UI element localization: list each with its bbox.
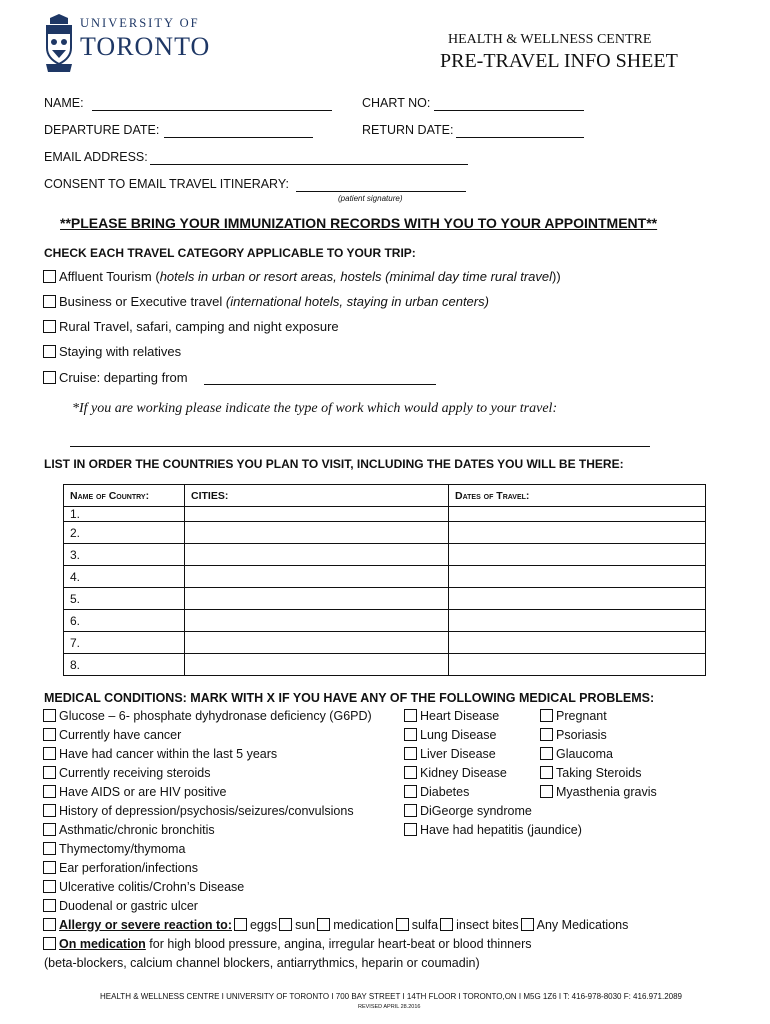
- allergy-option-checkbox[interactable]: [279, 918, 292, 931]
- allergy-option-checkbox[interactable]: [440, 918, 453, 931]
- work-type-field[interactable]: [70, 446, 650, 447]
- allergy-options: [232, 918, 628, 932]
- cities-cell[interactable]: [185, 610, 449, 632]
- category-business: Business or Executive travel (international hotels, staying in urban centers): [43, 294, 489, 309]
- condition-checkbox[interactable]: [404, 766, 417, 779]
- allergy-option-checkbox[interactable]: [396, 918, 409, 931]
- condition-checkbox[interactable]: [404, 709, 417, 722]
- dates-column-header: Dates of Travel:: [449, 485, 706, 507]
- allergy-option-checkbox[interactable]: [317, 918, 330, 931]
- medical-condition-item: [43, 861, 198, 875]
- checkbox-relatives[interactable]: [43, 345, 56, 358]
- table-row: [64, 588, 706, 610]
- name-field[interactable]: [92, 110, 332, 111]
- signature-note: (patient signature): [338, 194, 403, 203]
- condition-label: Ear perforation/infections: [59, 861, 198, 875]
- condition-label: Lung Disease: [420, 728, 497, 742]
- table-row: [64, 632, 706, 654]
- condition-checkbox[interactable]: [540, 747, 553, 760]
- cities-cell[interactable]: [185, 654, 449, 676]
- condition-checkbox[interactable]: [43, 823, 56, 836]
- category-affluent: Affluent Tourism (hotels in urban or resort areas, hostels (minimal day time rural travel)): [43, 269, 561, 284]
- country-cell[interactable]: 4.: [64, 566, 185, 588]
- allergy-option-label: sun: [295, 918, 316, 932]
- table-row: [64, 522, 706, 544]
- country-cell[interactable]: 5.: [64, 588, 185, 610]
- table-row: [64, 507, 706, 522]
- medical-condition-item: [43, 747, 277, 761]
- table-row: [64, 544, 706, 566]
- allergy-option-label: sulfa: [411, 918, 439, 932]
- medical-condition-item: [540, 728, 607, 742]
- country-cell[interactable]: 1.: [64, 507, 185, 522]
- logo-line1: UNIVERSITY OF: [80, 16, 200, 30]
- condition-label: Asthmatic/chronic bronchitis: [59, 823, 215, 837]
- medication-text: for high blood pressure, angina, irregular heart-beat or blood thinners: [145, 937, 532, 951]
- condition-label: Duodenal or gastric ulcer: [59, 899, 198, 913]
- countries-heading: LIST IN ORDER THE COUNTRIES YOU PLAN TO VISIT, INCLUDING THE DATES YOU WILL BE THERE:: [44, 457, 624, 471]
- dates-cell[interactable]: [449, 507, 706, 522]
- logo-line2: TORONTO: [80, 32, 211, 61]
- condition-checkbox[interactable]: [404, 728, 417, 741]
- checkbox-affluent[interactable]: [43, 270, 56, 283]
- centre-name: HEALTH & WELLNESS CENTRE: [448, 32, 652, 47]
- condition-label: DiGeorge syndrome: [420, 804, 532, 818]
- medical-condition-item: [43, 899, 198, 913]
- category-cruise: Cruise: departing from: [43, 370, 188, 385]
- category-relatives: Staying with relatives: [43, 344, 181, 359]
- checkbox-cruise[interactable]: [43, 371, 56, 384]
- consent-label: CONSENT TO EMAIL TRAVEL ITINERARY:: [44, 177, 289, 191]
- condition-checkbox[interactable]: [43, 728, 56, 741]
- condition-label: Liver Disease: [420, 747, 496, 761]
- cities-cell[interactable]: [185, 507, 449, 522]
- condition-checkbox[interactable]: [540, 785, 553, 798]
- dates-cell[interactable]: [449, 566, 706, 588]
- university-logo: [44, 14, 224, 76]
- medical-condition-item: [43, 823, 215, 837]
- medical-condition-item: [43, 842, 185, 856]
- country-cell[interactable]: 7.: [64, 632, 185, 654]
- medical-condition-item: [404, 728, 496, 742]
- medical-condition-item: [43, 880, 244, 894]
- condition-checkbox[interactable]: [43, 747, 56, 760]
- cruise-departure-field[interactable]: [204, 384, 436, 385]
- condition-label: Psoriasis: [556, 728, 607, 742]
- crest-icon: [44, 14, 74, 74]
- return-date-field[interactable]: [456, 137, 584, 138]
- departure-date-label: DEPARTURE DATE:: [44, 123, 160, 137]
- checkbox-rural[interactable]: [43, 320, 56, 333]
- checkbox-medication[interactable]: [43, 937, 56, 950]
- condition-checkbox[interactable]: [43, 842, 56, 855]
- return-date-label: RETURN DATE:: [362, 123, 454, 137]
- condition-label: Kidney Disease: [420, 766, 507, 780]
- condition-checkbox[interactable]: [43, 880, 56, 893]
- cities-cell[interactable]: [185, 632, 449, 654]
- condition-label: Currently have cancer: [59, 728, 182, 742]
- cities-cell[interactable]: [185, 588, 449, 610]
- medical-condition-item: [404, 766, 507, 780]
- immunization-notice: **PLEASE BRING YOUR IMMUNIZATION RECORDS WITH YOU TO YOUR APPOINTMENT**: [60, 215, 658, 231]
- cities-cell[interactable]: [185, 566, 449, 588]
- chart-no-label: CHART NO:: [362, 96, 431, 110]
- dates-cell[interactable]: [449, 544, 706, 566]
- medical-condition-item: [540, 766, 641, 780]
- condition-label: Have AIDS or are HIV positive: [59, 785, 227, 799]
- condition-label: Have had hepatitis (jaundice): [420, 823, 582, 837]
- medical-condition-item: [540, 747, 613, 761]
- condition-checkbox[interactable]: [43, 766, 56, 779]
- medical-condition-item: [404, 785, 469, 799]
- condition-checkbox[interactable]: [404, 785, 417, 798]
- table-row: [64, 610, 706, 632]
- medical-condition-item: [43, 766, 210, 780]
- country-column-header: Name of Country:: [64, 485, 185, 507]
- email-field[interactable]: [150, 164, 468, 165]
- allergy-option-label: insect bites: [456, 918, 519, 932]
- country-cell[interactable]: 3.: [64, 544, 185, 566]
- country-cell[interactable]: 2.: [64, 522, 185, 544]
- condition-label: Ulcerative colitis/Crohn’s Disease: [59, 880, 245, 894]
- condition-checkbox[interactable]: [540, 766, 553, 779]
- condition-checkbox[interactable]: [404, 823, 417, 836]
- condition-label: Currently receiving steroids: [59, 766, 211, 780]
- consent-signature-field[interactable]: [296, 191, 466, 192]
- condition-label: Diabetes: [420, 785, 470, 799]
- condition-checkbox[interactable]: [43, 899, 56, 912]
- table-header-row: [64, 485, 706, 507]
- checkbox-business[interactable]: [43, 295, 56, 308]
- travel-heading: CHECK EACH TRAVEL CATEGORY APPLICABLE TO YOUR TRIP:: [44, 246, 416, 260]
- category-rural: Rural Travel, safari, camping and night exposure: [43, 319, 339, 334]
- checkbox-allergy[interactable]: [43, 918, 56, 931]
- work-note: *If you are working please indicate the type of work which would apply to your travel:: [72, 401, 558, 416]
- email-label: EMAIL ADDRESS:: [44, 150, 148, 164]
- allergy-option-checkbox[interactable]: [234, 918, 247, 931]
- medical-condition-item: [404, 747, 496, 761]
- medical-heading: MEDICAL CONDITIONS: MARK WITH X IF YOU HAVE ANY OF THE FOLLOWING MEDICAL PROBLEMS:: [44, 691, 655, 705]
- country-cell[interactable]: 6.: [64, 610, 185, 632]
- condition-label: Have had cancer within the last 5 years: [59, 747, 278, 761]
- condition-checkbox[interactable]: [43, 861, 56, 874]
- medical-condition-item: [404, 804, 532, 818]
- condition-checkbox[interactable]: [43, 804, 56, 817]
- medical-condition-item: [404, 823, 582, 837]
- country-cell[interactable]: 8.: [64, 654, 185, 676]
- condition-label: Heart Disease: [420, 709, 500, 723]
- table-row: [64, 654, 706, 676]
- dates-cell[interactable]: [449, 522, 706, 544]
- chart-no-field[interactable]: [434, 110, 584, 111]
- medical-condition-item: [43, 785, 226, 799]
- allergy-option-label: medication: [333, 918, 394, 932]
- medical-condition-item: [43, 804, 354, 818]
- cities-cell[interactable]: [185, 522, 449, 544]
- condition-label: Glaucoma: [556, 747, 613, 761]
- condition-label: History of depression/psychosis/seizures/convulsions: [59, 804, 354, 818]
- dates-cell[interactable]: [449, 654, 706, 676]
- medical-condition-item: [540, 785, 657, 799]
- cities-cell[interactable]: [185, 544, 449, 566]
- medical-condition-item: [43, 728, 181, 742]
- condition-checkbox[interactable]: [540, 709, 553, 722]
- medical-condition-item: [43, 709, 372, 723]
- countries-table: [63, 484, 706, 676]
- page-title: PRE-TRAVEL INFO SHEET: [440, 50, 678, 72]
- name-label: NAME:: [44, 96, 84, 110]
- condition-label: Myasthenia gravis: [556, 785, 657, 799]
- condition-checkbox[interactable]: [43, 709, 56, 722]
- condition-label: Thymectomy/thymoma: [59, 842, 186, 856]
- departure-date-field[interactable]: [164, 137, 313, 138]
- footer-revised: REVISED APRIL 28.2016: [358, 1004, 421, 1010]
- condition-checkbox[interactable]: [43, 785, 56, 798]
- cities-column-header: CITIES:: [185, 485, 449, 507]
- footer-address: HEALTH & WELLNESS CENTRE I UNIVERSITY OF TORONTO I 700 BAY STREET I 14TH FLOOR I TORONTO,ON I M5G 1Z6 I T: 416-978-8030 F: 416.971.2089: [100, 992, 682, 1001]
- condition-label: Glucose – 6- phosphate dyhydronase deficiency (G6PD): [59, 709, 372, 723]
- condition-label: Pregnant: [556, 709, 607, 723]
- allergy-option-checkbox[interactable]: [521, 918, 534, 931]
- condition-checkbox[interactable]: [404, 747, 417, 760]
- medication-note: (beta-blockers, calcium channel blockers, antiarrythmics, heparin or coumadin): [44, 956, 480, 970]
- allergy-label: Allergy or severe reaction to:: [59, 918, 232, 932]
- medication-row: [43, 937, 531, 951]
- allergy-option-label: eggs: [249, 918, 278, 932]
- table-row: [64, 566, 706, 588]
- dates-cell[interactable]: [449, 610, 706, 632]
- dates-cell[interactable]: [449, 588, 706, 610]
- dates-cell[interactable]: [449, 632, 706, 654]
- allergy-option-label: Any Medications: [536, 918, 629, 932]
- medical-condition-item: [404, 709, 499, 723]
- medical-condition-item: [540, 709, 607, 723]
- condition-label: Taking Steroids: [556, 766, 642, 780]
- medication-label: On medication: [59, 937, 146, 951]
- condition-checkbox[interactable]: [540, 728, 553, 741]
- allergy-row: [43, 918, 628, 932]
- condition-checkbox[interactable]: [404, 804, 417, 817]
